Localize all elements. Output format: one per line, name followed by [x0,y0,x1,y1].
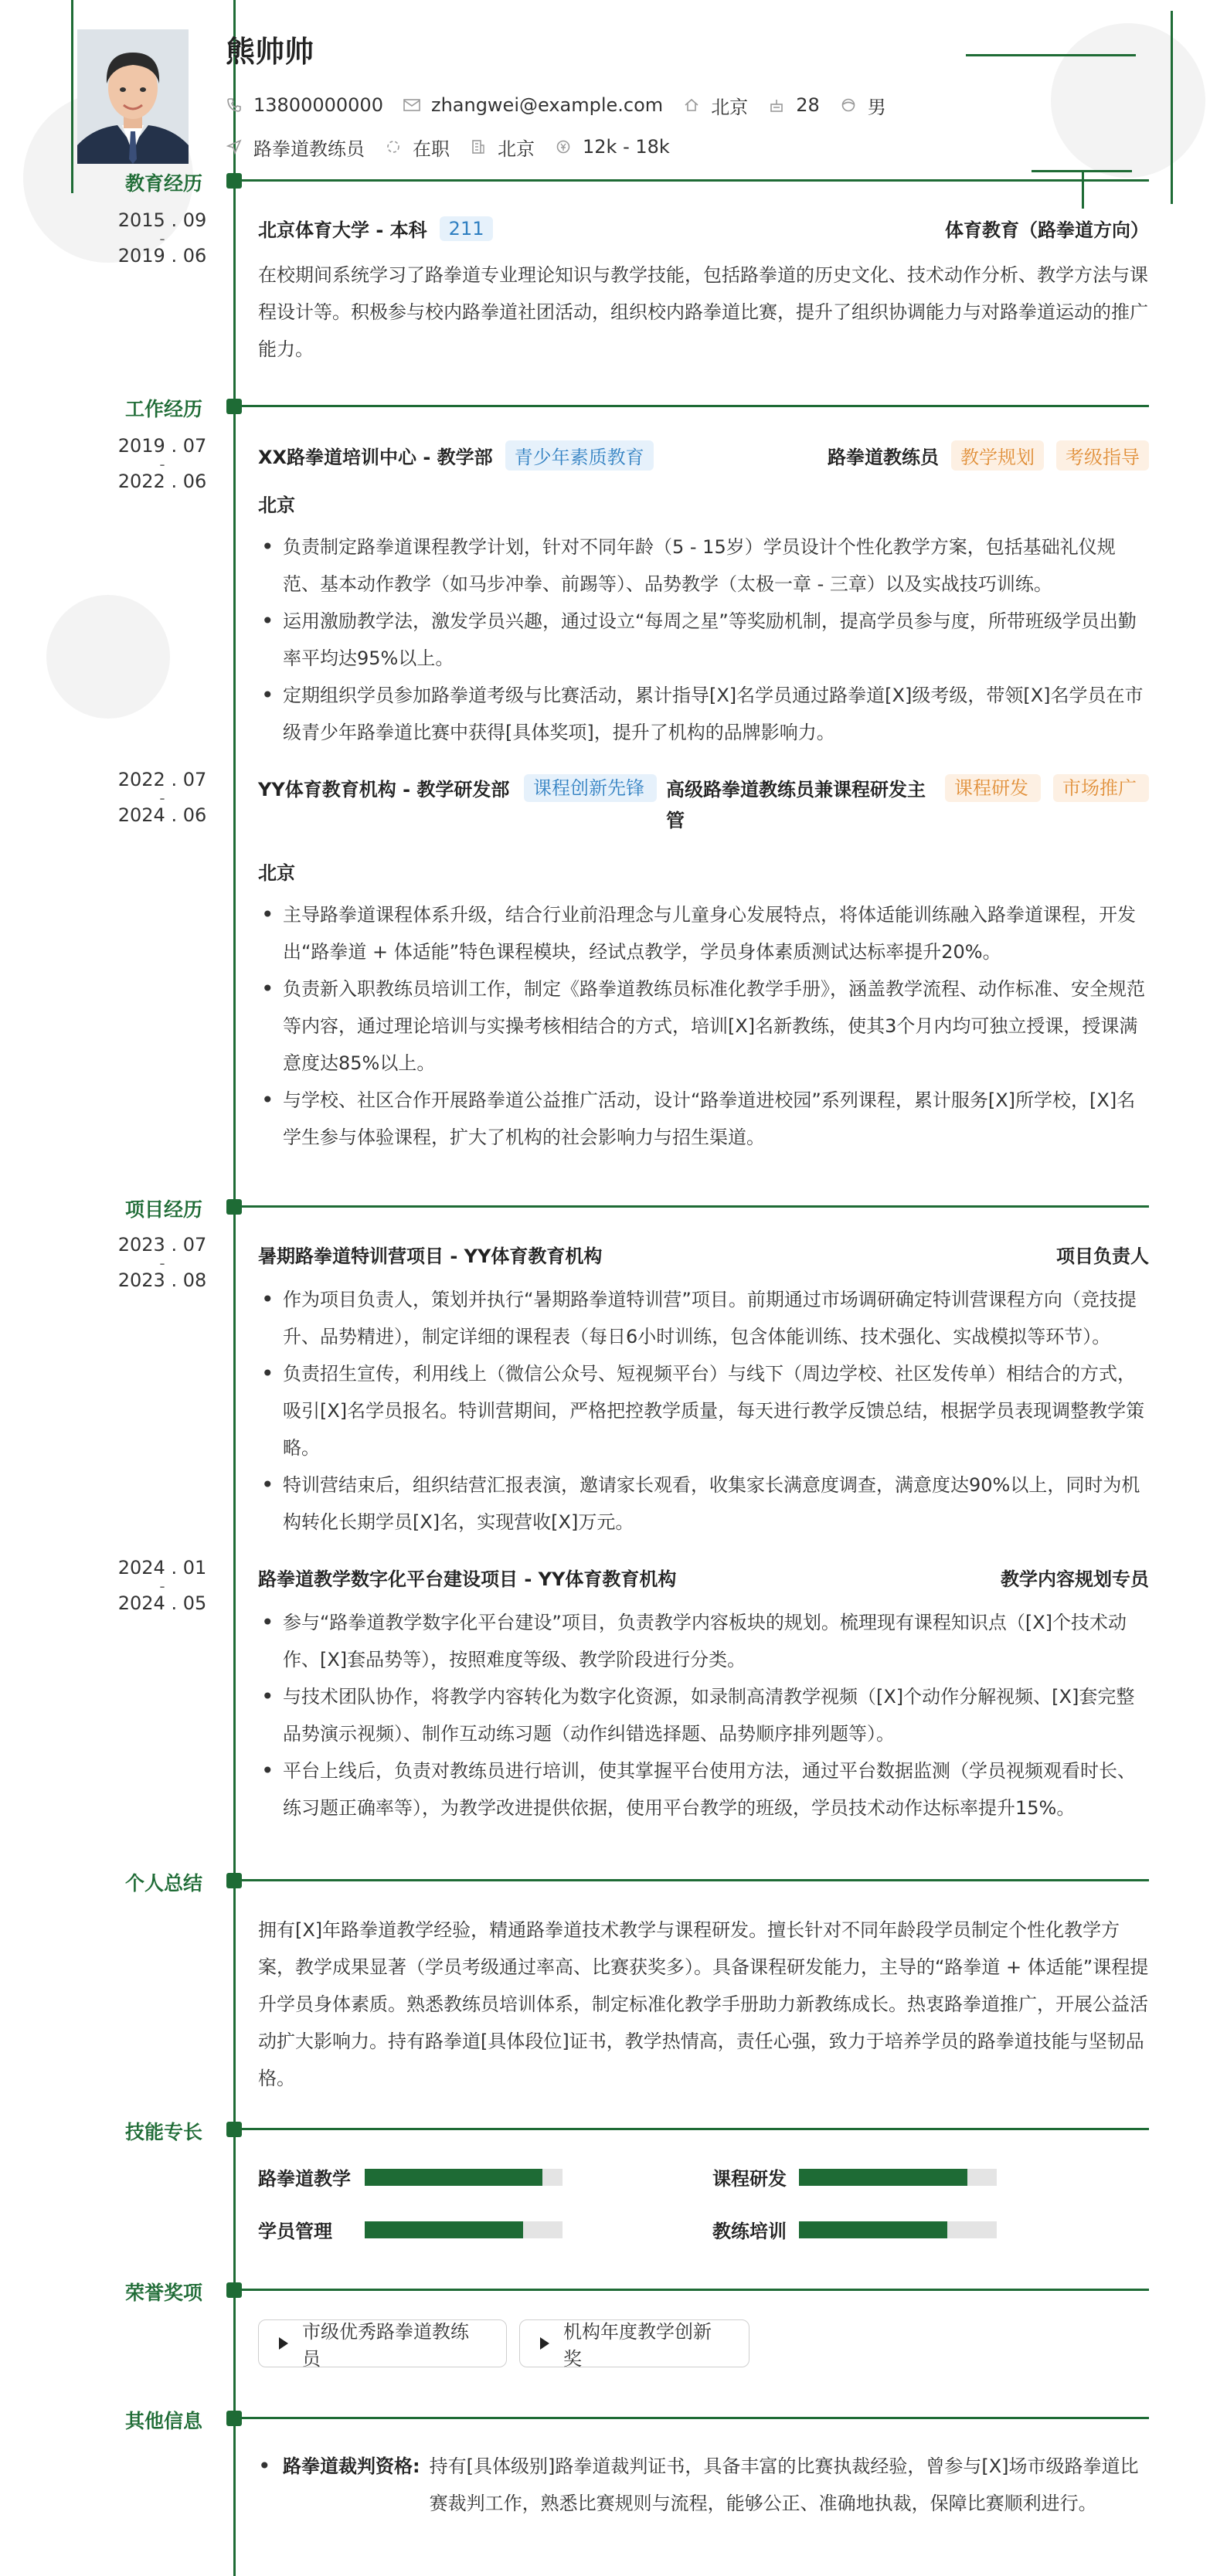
target-city-text: 北京 [498,138,535,160]
section-title-other: 其他信息 [125,2410,203,2432]
other-info [258,2448,1149,2522]
job-role: 路拳道教练员 [828,447,939,468]
skill-bar [365,2221,563,2238]
date-range: 2019 . 07 - 2022 . 06 [117,435,207,492]
skill-bar-fill [799,2221,947,2238]
corner-decoration [1032,170,1132,172]
honor-badge [519,2319,749,2370]
section-divider [234,2289,1149,2291]
skill-name: 教练培训 [712,2221,787,2242]
section-divider [234,405,1149,407]
role-tag: 课程研发 [945,774,1041,802]
honor-text: 市级优秀路拳道教练员 [302,2321,469,2370]
date-range: 2023 . 07 - 2023 . 08 [117,1234,207,1291]
email-text: zhangwei@example.com [430,94,664,116]
list-item: • 特训营结束后，组织结营汇报表演，邀请家长观看，收集家长满意度调查，满意度达90%以上，同时为机构转化长期学员[X]名，实现营收[X]万元。 [258,1466,1149,1541]
work-header [258,440,1149,471]
skill-item [712,2216,997,2243]
avatar [77,29,189,164]
section-divider [234,1879,1149,1881]
list-item: • 定期组织学员参加路拳道考级与比赛活动，累计指导[X]名学员通过路拳道[X]级考级，带领[X]名学员在市级青少年路拳道比赛中获得[具体奖项]，提升了机构的品牌影响力。 [258,677,1149,751]
section-title-honors: 荣誉奖项 [125,2282,203,2304]
role-tag: 考级指导 [1056,440,1149,471]
skill-item [712,2163,997,2190]
project-role: 教学内容规划专员 [1001,1568,1149,1590]
project-bullets [258,1604,1149,1827]
project-header [258,1241,1149,1268]
skill-bar-fill [365,2169,542,2186]
role-tag: 市场推广 [1053,774,1149,802]
age-icon [768,97,785,114]
gender-icon [840,97,857,114]
skill-bar-fill [365,2221,523,2238]
section-divider [234,1205,1149,1208]
list-item: • 负责招生宣传，利用线上（微信公众号、短视频平台）与线下（周边学校、社区发传单）相结合的方式，吸引[X]名学员报名。特训营期间，严格把控教学质量，每天进行教学反馈总结，根据学员表现调整教学策略。 [258,1355,1149,1466]
candidate-name: 熊帅帅 [226,35,314,69]
other-text: 持有[具体级别]路拳道裁判证书，具备丰富的比赛执裁经验，曾参与[X]场市级路拳道比赛裁判工作，熟悉比赛规则与流程，能够公正、准确地执裁，保障比赛顺利进行。 [429,2455,1139,2514]
position-text: 路拳道教练员 [253,138,365,160]
section-title-summary: 个人总结 [125,1872,203,1895]
list-item: • 运用激励教学法，激发学员兴趣，通过设立“每周之星”等奖励机制，提高学员参与度，所带班级学员出勤率平均达95%以上。 [258,603,1149,677]
honor-text: 机构年度教学创新奖 [563,2321,712,2370]
skill-bar-fill [799,2169,967,2186]
job-role: 高级路拳道教练员兼课程研发主管 [666,779,926,831]
summary-text: 拥有[X]年路拳道教学经验，精通路拳道技术教学与课程研发。擅长针对不同年龄段学员制定个性化教学方案，教学成果显著（学员考级通过率高、比赛获奖多）。具备课程研发能力，主导的“路拳道 + 体适能”课程提升学员身体素质。熟悉教练员培训体系，制定标准化教学手册助力新教练成长。热衷路拳道推广，开展公益活动扩大影响力。持有路拳道[具体段位]证书，教学热情高，责任心强，致力于培养学员的路拳道技能与坚韧品格。 [258,1919,1149,2089]
skill-name: 路拳道教学 [258,2168,351,2190]
section-divider [234,179,1149,182]
skill-bar [799,2169,997,2186]
bullet-icon: • [258,2453,271,2479]
project-header [258,1564,1149,1591]
status-text: 在职 [413,138,450,160]
honor-badge [258,2319,507,2370]
corner-decoration [966,54,1136,56]
education-description: 在校期间系统学习了路拳道专业理论知识与教学技能，包括路拳道的历史文化、技术动作分析、教学方法与课程设计等。积极参与校内路拳道社团活动，组织校内路拳道比赛，提升了组织协调能力与对路拳道运动的推广能力。 [258,264,1148,360]
skill-bar [365,2169,563,2186]
work-bullets [258,896,1149,1156]
work-header [258,774,1149,836]
section-title-projects: 项目经历 [125,1198,203,1221]
skill-bar [799,2221,997,2238]
list-item: • 主导路拳道课程体系升级，结合行业前沿理念与儿童身心发展特点，将体适能训练融入路拳道课程，开发出“路拳道 + 体适能”特色课程模块，经试点教学，学员身体素质测试达标率提升20%。 [258,896,1149,970]
list-item: • 与技术团队协作，将教学内容转化为数字化资源，如录制高清教学视频（[X]个动作分解视频、[X]套完整品势演示视频）、制作互动练习题（动作纠错选择题、品势顺序排列题等）。 [258,1678,1149,1752]
corner-decoration [1171,11,1173,204]
position-icon [226,138,243,155]
play-icon [540,2337,549,2350]
salary-text: 12k - 18k [583,136,670,158]
other-label: 路拳道裁判资格: [283,2455,420,2477]
contact-row [226,90,906,121]
work-location: 北京 [258,494,295,516]
timeline-line [233,0,236,2576]
background-circle [1051,23,1205,178]
skill-item [258,2216,563,2243]
school-tag: 211 [440,216,494,241]
list-item: • 负责新入职教练员培训工作，制定《路拳道教练员标准化教学手册》，涵盖教学流程、动作标准、安全规范等内容，通过理论培训与实操考核相结合的方式，培训[X]名新教练，使其3个月内均可独立授课，授课满意度达85%以上。 [258,970,1149,1082]
skill-name: 学员管理 [258,2221,332,2242]
company-name: YY体育教育机构 - 教学研发部 [258,779,510,800]
section-title-education: 教育经历 [125,172,203,195]
play-icon [279,2337,288,2350]
project-name: 路拳道教学数字化平台建设项目 - YY体育教育机构 [258,1568,677,1590]
school-name: 北京体育大学 - 本科 [258,219,427,241]
skill-name: 课程研发 [712,2168,787,2190]
salary-icon [555,138,572,155]
company-tag: 青少年素质教育 [505,440,654,471]
phone-text: 13800000000 [253,94,383,116]
project-name: 暑期路拳道特训营项目 - YY体育教育机构 [258,1246,603,1267]
skill-item [258,2163,563,2190]
age-text: 28 [796,94,820,116]
section-title-work: 工作经历 [125,398,203,420]
work-location: 北京 [258,862,295,884]
background-circle [46,595,170,719]
date-range: 2015 . 09 - 2019 . 06 [117,209,207,267]
major: 体育教育（路拳道方向） [945,219,1149,241]
education-header [258,215,1149,242]
section-divider [234,2128,1149,2130]
company-name: XX路拳道培训中心 - 教学部 [258,447,493,468]
status-icon [385,138,402,155]
corner-decoration [1082,170,1084,209]
company-tag: 课程创新先锋 [524,774,657,802]
list-item: • 平台上线后，负责对教练员进行培训，使其掌握平台使用方法，通过平台数据监测（学员视频观看时长、练习题正确率等），为教学改进提供依据，使用平台教学的班级，学员技术动作达标率提升15%。 [258,1752,1149,1827]
list-item: • 参与“路拳道教学数字化平台建设”项目，负责教学内容板块的规划。梳理现有课程知识点（[X]个技术动作、[X]套品势等），按照难度等级、教学阶段进行分类。 [258,1604,1149,1678]
phone-icon [226,97,243,114]
section-title-skills: 技能专长 [125,2121,203,2143]
date-range: 2022 . 07 - 2024 . 06 [117,769,207,826]
corner-decoration [71,0,73,193]
building-icon [470,138,487,155]
gender-text: 男 [867,96,886,118]
list-item: • 作为项目负责人，策划并执行“暑期路拳道特训营”项目。前期通过市场调研确定特训营课程方向（竞技提升、品势精进），制定详细的课程表（每日6小时训练，包含体能训练、技术强化、实战模拟等环节）。 [258,1281,1149,1355]
section-divider [234,2417,1149,2419]
list-item: • 负责制定路拳道课程教学计划，针对不同年龄（5 - 15岁）学员设计个性化教学方案，包括基础礼仪规范、基本动作教学（如马步冲拳、前踢等）、品势教学（太极一章 - 三章）以及实战技巧训练。 [258,528,1149,603]
city-text: 北京 [711,96,749,118]
role-tag: 教学规划 [951,440,1044,471]
project-role: 项目负责人 [1056,1246,1149,1267]
date-range: 2024 . 01 - 2024 . 05 [117,1557,207,1614]
project-bullets [258,1281,1149,1541]
location-icon [683,97,700,114]
work-bullets [258,528,1149,751]
job-row [226,131,690,162]
list-item: • 与学校、社区合作开展路拳道公益推广活动，设计“路拳道进校园”系列课程，累计服务[X]所学校，[X]名学生参与体验课程，扩大了机构的社会影响力与招生渠道。 [258,1082,1149,1156]
mail-icon [403,97,420,114]
